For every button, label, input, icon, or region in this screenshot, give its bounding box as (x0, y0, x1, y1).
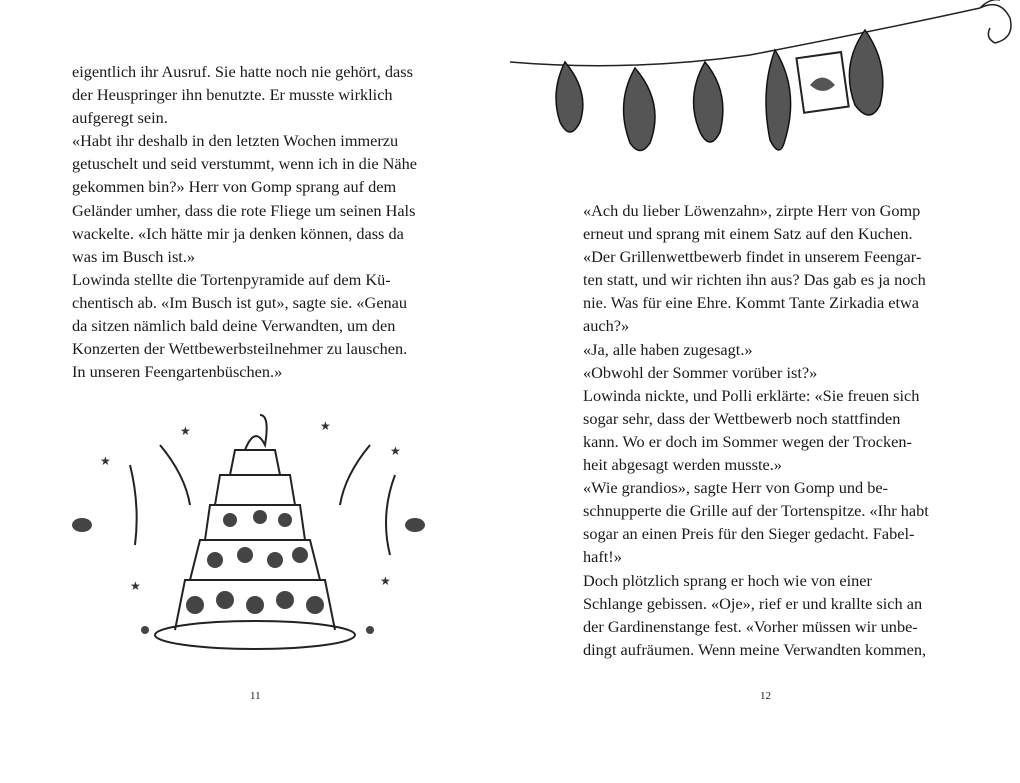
text-line: In unseren Feengartenbüschen.» (72, 362, 283, 382)
svg-text:★: ★ (380, 574, 391, 588)
right-page-text (583, 199, 929, 661)
text-line: wackelte. «Ich hätte mir ja denken können, dass da (72, 223, 404, 243)
left-page-text (72, 60, 417, 383)
text-line: «Habt ihr deshalb in den letzten Wochen immerzu (72, 131, 399, 151)
text-line: Konzerten der Wettbewerbsteilnehmer zu lauschen. (72, 339, 408, 359)
text-line: was im Busch ist.» (72, 246, 196, 266)
text-line: gekommen bin?» Herr von Gomp sprang auf dem (72, 177, 397, 197)
text-line: eigentlich ihr Ausruf. Sie hatte noch nie gehört, dass (72, 62, 413, 81)
svg-text:★: ★ (180, 424, 191, 438)
text-line: Lowinda stellte die Tortenpyramide auf dem Kü- (72, 269, 391, 289)
svg-text:★: ★ (130, 579, 141, 593)
text-line: «Wie grandios», sagte Herr von Gomp und be- (583, 478, 888, 498)
text-line: schnupperte die Grille auf der Tortenspitze. «Ihr habt (583, 501, 929, 521)
text-line: nie. Was für eine Ehre. Kommt Tante Zirkadia etwa (583, 293, 920, 313)
text-line: Lowinda nickte, und Polli erklärte: «Sie freuen sich (583, 385, 920, 405)
right-page (510, 0, 1020, 783)
text-line: sogar sehr, dass der Wettbewerb noch stattfinden (583, 408, 901, 428)
text-line: da sitzen nämlich bald deine Verwandten, um den (72, 316, 396, 336)
garland-illustration (510, 0, 1020, 175)
text-line: «Obwohl der Sommer vorüber ist?» (583, 362, 818, 382)
text-line: «Ja, alle haben zugesagt.» (583, 339, 753, 359)
text-line: aufgeregt sein. (72, 108, 168, 128)
text-line: chentisch ab. «Im Busch ist gut», sagte sie. «Genau (72, 292, 408, 312)
text-line: «Ach du lieber Löwenzahn», zirpte Herr von Gomp (583, 201, 921, 220)
cake-illustration (60, 405, 450, 670)
text-line: ten statt, und wir richten ihn aus? Das gab es ja noch (583, 270, 926, 290)
text-line: auch?» (583, 316, 630, 336)
text-line: erneut und sprang mit einem Satz auf den Kuchen. (583, 224, 913, 244)
page-number: 11 (250, 690, 261, 702)
text-line: Geländer umher, dass die rote Fliege um seinen Hals (72, 200, 416, 220)
text-line: der Gardinenstange fest. «Vorher müssen wir unbe- (583, 616, 918, 636)
text-line: sogar an einen Preis für den Sieger gedacht. Fabel- (583, 524, 915, 544)
text-line: der Heuspringer ihn benutzte. Er musste wirklich (72, 85, 393, 105)
svg-text:★: ★ (390, 444, 401, 458)
svg-text:★: ★ (320, 419, 331, 433)
svg-text:★: ★ (100, 454, 111, 468)
text-line: heit abgesagt werden musste.» (583, 455, 782, 475)
text-line: haft!» (583, 547, 622, 567)
text-line: dingt aufräumen. Wenn meine Verwandten kommen, (583, 639, 927, 659)
page-number: 12 (760, 690, 771, 702)
text-line: Schlange gebissen. «Oje», rief er und krallte sich an (583, 593, 923, 613)
text-line: getuschelt und seid verstummt, wenn ich in die Nähe (72, 154, 417, 174)
text-line: kann. Wo er doch im Sommer wegen der Trocken- (583, 431, 912, 451)
text-line: «Der Grillenwettbewerb findet in unserem Feengar- (583, 247, 922, 267)
text-line: Doch plötzlich sprang er hoch wie von einer (583, 570, 872, 590)
